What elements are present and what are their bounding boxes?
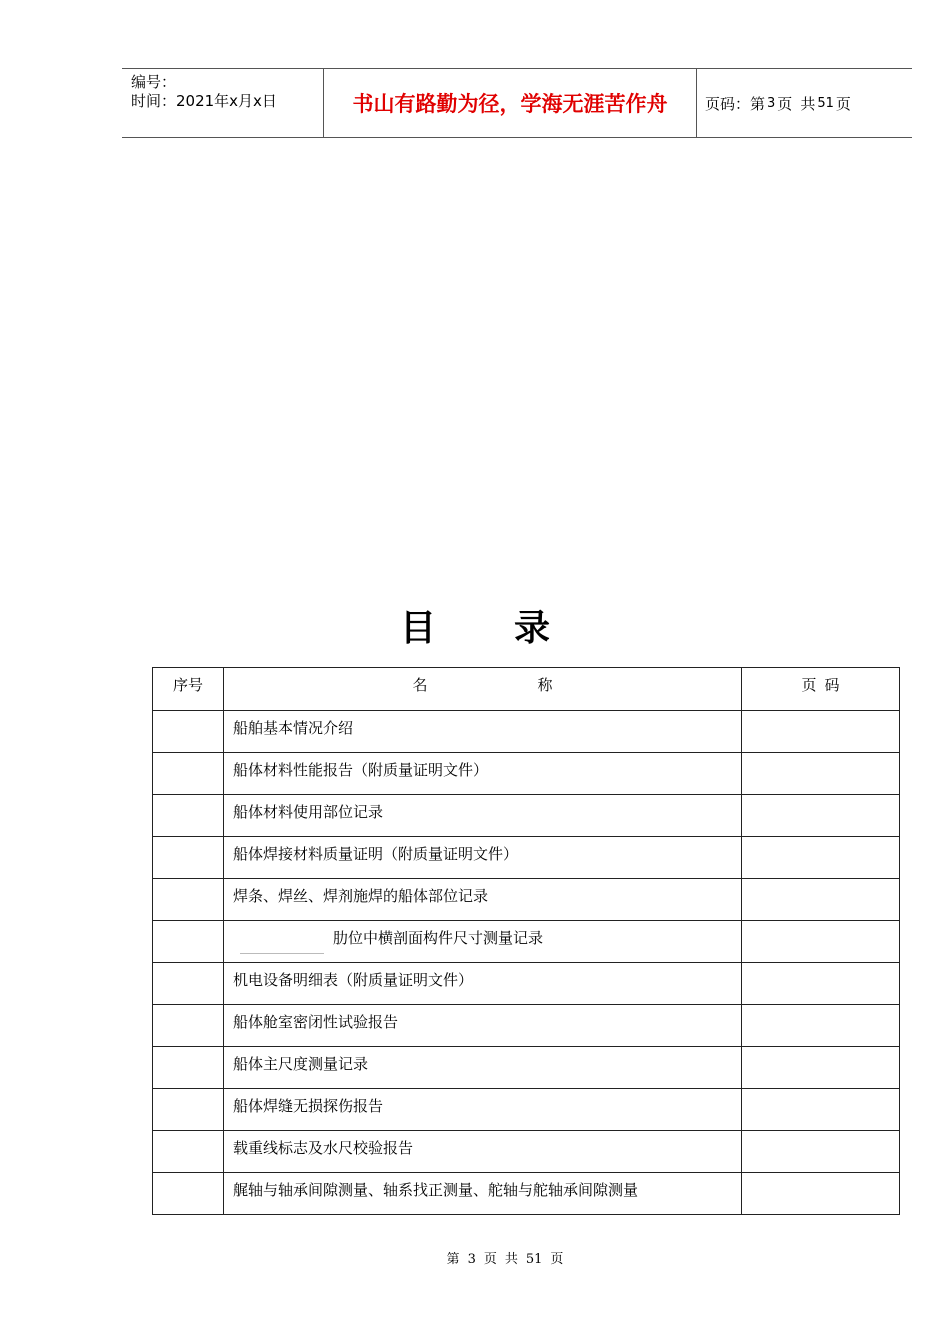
page-label: 页码：第	[705, 94, 766, 113]
footer-total: 51	[525, 1252, 543, 1267]
row-name: 机电设备明细表（附质量证明文件）	[233, 971, 474, 989]
page-footer	[0, 1248, 950, 1267]
row-index	[153, 1131, 224, 1173]
table-row	[153, 1089, 900, 1131]
footer-prefix: 第	[446, 1252, 460, 1267]
page-total-label: 共	[800, 94, 816, 113]
table-row	[153, 921, 900, 963]
row-name: 船舶基本情况介绍	[233, 719, 354, 737]
row-index	[153, 795, 224, 837]
footer-suffix: 页	[550, 1252, 564, 1267]
table-row	[153, 795, 900, 837]
row-index	[153, 837, 224, 879]
header-name-b: 称	[537, 676, 553, 694]
row-index	[153, 921, 224, 963]
header-motto: 书山有路勤为径，学海无涯苦作舟	[352, 92, 668, 116]
number-label: 编号：	[131, 73, 177, 91]
row-name: 船体焊接材料质量证明（附质量证明文件）	[233, 845, 519, 863]
table-row	[153, 1173, 900, 1215]
row-page	[742, 711, 900, 753]
row-page	[742, 963, 900, 1005]
row-index	[153, 711, 224, 753]
table-row	[153, 837, 900, 879]
header-page: 页码	[742, 668, 900, 711]
row-name: 船体主尺度测量记录	[233, 1055, 369, 1073]
row-page	[742, 837, 900, 879]
table-row	[153, 963, 900, 1005]
row-name: 船体焊缝无损探伤报告	[233, 1097, 384, 1115]
toc-title: 目录	[399, 608, 628, 649]
row-name: 船体材料性能报告（附质量证明文件）	[233, 761, 489, 779]
header-page-info	[705, 69, 851, 137]
header-name-a: 名	[412, 676, 428, 694]
footer-current: 3	[467, 1252, 476, 1267]
table-row	[153, 1047, 900, 1089]
row-page	[742, 1047, 900, 1089]
row-page	[742, 1173, 900, 1215]
row-page	[742, 879, 900, 921]
header-index: 序号	[153, 668, 224, 711]
page-header	[122, 68, 912, 138]
row-page	[742, 1131, 900, 1173]
table-row	[153, 1005, 900, 1047]
row-index	[153, 1005, 224, 1047]
row-page	[742, 921, 900, 963]
row-index	[153, 1089, 224, 1131]
row-name: 船体材料使用部位记录	[233, 803, 384, 821]
table-row	[153, 753, 900, 795]
row-name: 载重线标志及水尺校验报告	[233, 1139, 414, 1157]
row-index	[153, 963, 224, 1005]
row-page	[742, 795, 900, 837]
toc-header-row	[153, 668, 900, 711]
footer-total-label: 共	[504, 1252, 518, 1267]
footer-mid: 页	[483, 1252, 497, 1267]
time-label: 时间：2021年x月x日	[131, 92, 277, 110]
page-current: 3	[767, 95, 776, 111]
row-name: 船体舱室密闭性试验报告	[233, 1013, 399, 1031]
row-index	[153, 1173, 224, 1215]
row-index	[153, 879, 224, 921]
header-divider	[696, 69, 697, 137]
page-mid: 页	[777, 94, 793, 113]
table-row	[153, 879, 900, 921]
row-page	[742, 1005, 900, 1047]
row-page	[742, 1089, 900, 1131]
table-row	[153, 1131, 900, 1173]
blank-fill-line	[240, 953, 324, 954]
page-total: 51	[817, 95, 834, 111]
table-row	[153, 711, 900, 753]
row-name: 肋位中横剖面构件尺寸测量记录	[333, 929, 544, 947]
page-end: 页	[835, 94, 851, 113]
row-name: 艉轴与轴承间隙测量、轴系找正测量、舵轴与舵轴承间隙测量	[233, 1181, 639, 1199]
toc-table	[152, 667, 900, 1215]
header-meta	[131, 73, 277, 111]
row-index	[153, 753, 224, 795]
row-page	[742, 753, 900, 795]
row-index	[153, 1047, 224, 1089]
row-name: 焊条、焊丝、焊剂施焊的船体部位记录	[233, 887, 489, 905]
header-name	[224, 668, 742, 711]
